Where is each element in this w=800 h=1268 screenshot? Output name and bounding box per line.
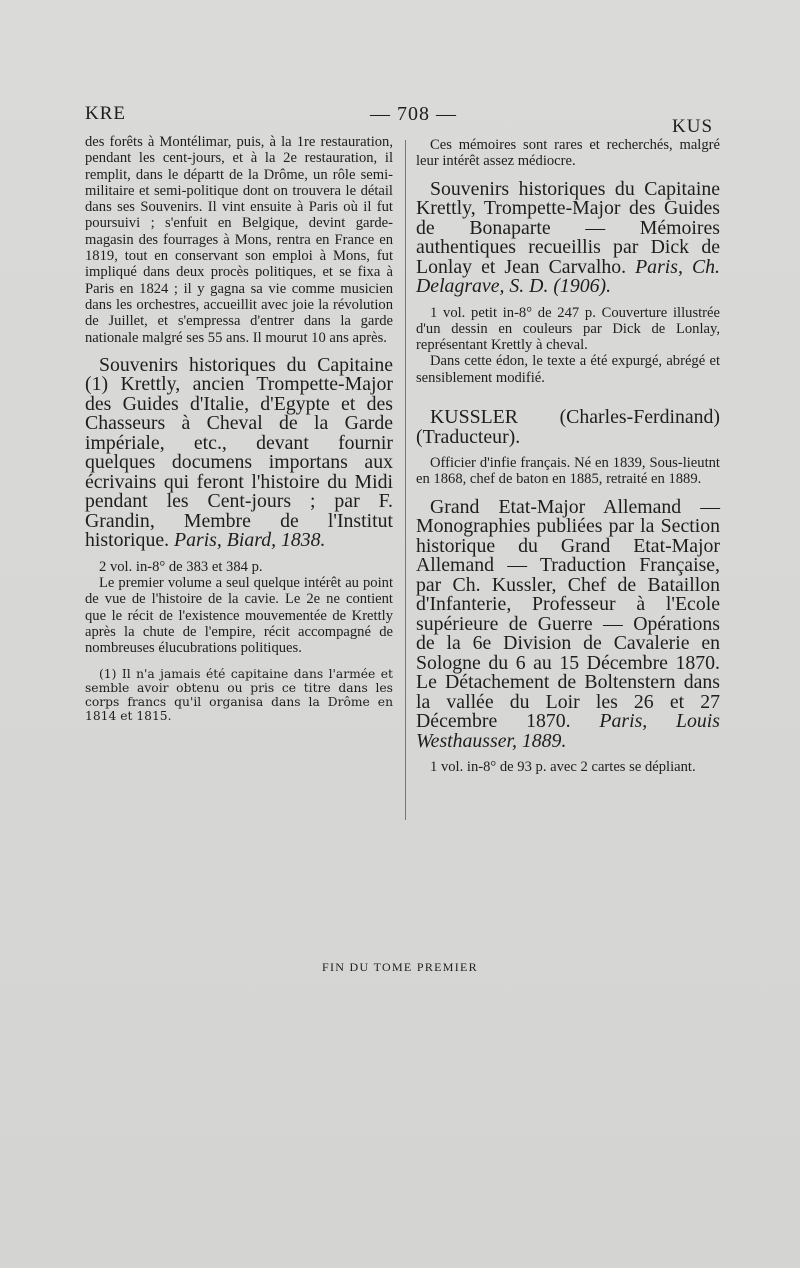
entry-imprint: Paris, Biard, 1838. xyxy=(174,529,326,552)
entry-note: Le premier volume a seul quelque intérêt au point de vue de l'histoire de la cavie. Le 2e ne contient que le récit de l'existence mouvementée de Krettly après la chute de l'empire, récit accompagné de nombreuses élucubrations politiques. xyxy=(85,575,393,657)
entry-title xyxy=(85,353,393,552)
entry2-imprint: Paris, Ch. Delagrave, S. D. (1906). xyxy=(416,255,720,298)
entry2-collation: 1 vol. petit in-8° de 247 p. Couverture illustrée d'un dessin en couleurs par Dick de Lonlay, représentant Krettly à cheval. xyxy=(416,304,720,354)
note-top: Ces mémoires sont rares et recherchés, malgré leur intérêt assez médiocre. xyxy=(416,137,720,170)
right-column xyxy=(416,137,720,775)
entry2-note: Dans cette édon, le texte a été expurgé, abrégé et sensiblement modifié. xyxy=(416,353,720,386)
entry2-title-text: Souvenirs historiques du Capitaine Krettly, Trompette-Major des Guides de Bonaparte — Mémoires authentiques recueillis par Dick de Lonlay et Jean Carvalho. xyxy=(416,177,720,278)
end-of-volume: FIN DU TOME PREMIER xyxy=(322,960,478,974)
entry3-title xyxy=(416,495,720,752)
entry3-collation: 1 vol. in-8° de 93 p. avec 2 cartes se dépliant. xyxy=(430,759,696,776)
entry3-title-text: Grand Etat-Major Allemand — Monographies publiées par la Section historique du Grand Etat-Major Allemand — Traduction Française, par Ch. Kussler, Chef de Bataillon d'Infanterie, Professeur à l'Ecole supérieure de Guerre — Opérations de la 6e Division de Cavalerie en Sologne du 6 au 15 Décembre 1870. Le Détachement de Boltenstern dans la vallée du Loir les 26 et 27 Décembre 1870. xyxy=(416,495,720,733)
running-head-left: KRE xyxy=(85,103,126,124)
entry2-title xyxy=(416,177,720,298)
column-divider xyxy=(405,140,406,820)
entry-title-text: Souvenirs historiques du Capitaine (1) Krettly, ancien Trompette-Major des Guides d'Italie, d'Egypte et des Chasseurs à Cheval de la Garde impériale, etc., devant fournir quelques documens importans aux écrivains qui feront l'histoire du Midi pendant les Cent-jours ; par F. Grandin, Membre de l'Institut historique. xyxy=(85,353,393,552)
entry3-imprint: Paris, Louis Westhausser, 1889. xyxy=(416,710,720,752)
running-head-right: KUS xyxy=(672,116,714,137)
continuation-text: des forêts à Montélimar, puis, à la 1re restauration, pendant les cent-jours, et à la 2e restauration, il remplit, dans le départt de la Drôme, un rôle semi-militaire et semi-politique dont on trouvera le détail dans ses Souvenirs. Il vint ensuite à Paris où il fut poursuivi ; s'enfuit en Belgique, devint garde-magasin des fourrages à Mons, rentra en France en 1819, tout en conservant son emploi à Mons, fut impliqué dans deux procès politiques, et se fixa à Paris en 1824 ; il y gagna sa vie comme musicien dans les orchestres, accueillit avec joie la révolution de Juillet, et s'empressa d'entrer dans la garde nationale malgré ses 55 ans. Il mourut 10 ans après. xyxy=(85,134,393,346)
left-column xyxy=(85,134,393,723)
footnote: (1) Il n'a jamais été capitaine dans l'armée et semble avoir obtenu ou pris ce titre dans les corps francs qu'il organisa dans la Drôme en 1814 et 1815. xyxy=(85,666,393,724)
entry-collation: 2 vol. in-8° de 383 et 384 p. xyxy=(99,558,263,575)
page-number: — 708 — xyxy=(370,103,457,125)
author-heading: KUSSLER (Charles-Ferdinand) (Traducteur). xyxy=(416,406,720,448)
author-bio: Officier d'infie français. Né en 1839, Sous-lieutnt en 1868, chef de baton en 1885, retraité en 1889. xyxy=(416,455,720,488)
